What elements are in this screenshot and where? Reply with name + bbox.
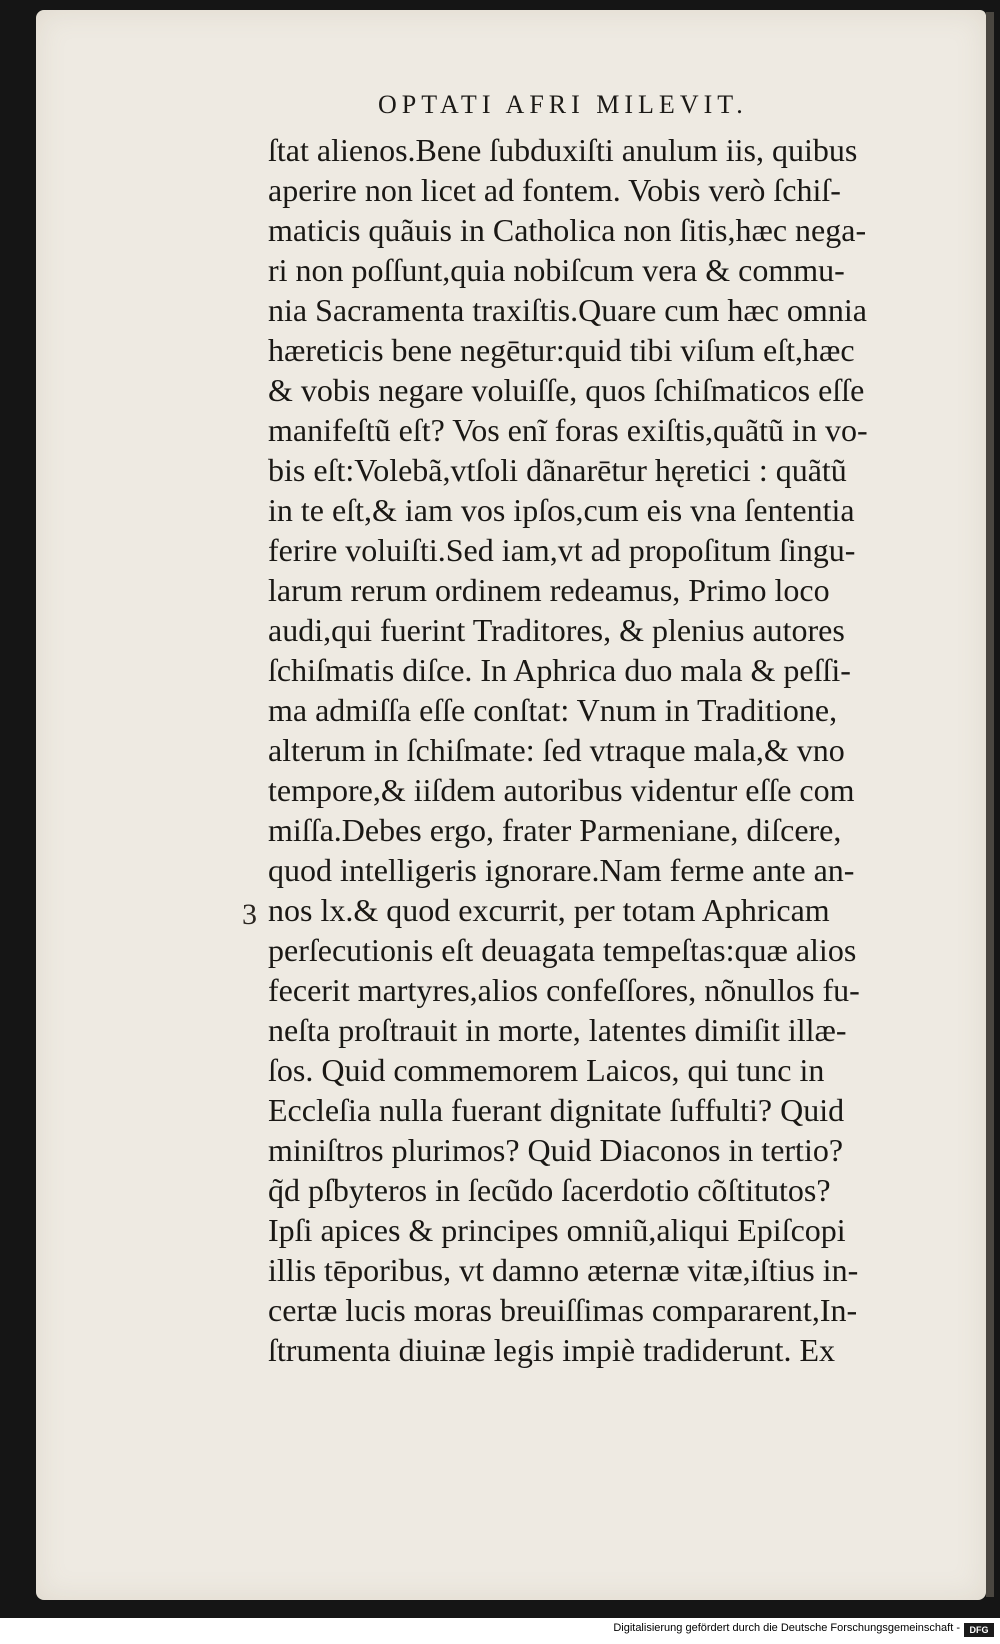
text-line: neſta proſtrauit in morte, latentes dimiſit illæ- [268, 1012, 847, 1048]
text-line: hæreticis bene negētur:quid tibi viſum eſt,hæc [268, 332, 855, 368]
footer-bar [0, 1618, 1000, 1644]
text-line: ſtrumenta diuinæ legis impiè tradiderunt. Ex [268, 1332, 835, 1368]
dfg-logo-icon: DFG [964, 1623, 994, 1637]
margin-note: 3 [242, 898, 257, 931]
text-line: ferire voluiſti.Sed iam,vt ad propoſitum ſingu- [268, 532, 856, 568]
text-line: miniſtros plurimos? Quid Diaconos in tertio? [268, 1132, 844, 1168]
text-line: nia Sacramenta traxiſtis.Quare cum hæc omnia [268, 292, 867, 328]
page-edge [986, 12, 994, 1597]
text-line: illis tēporibus, vt damno æternæ vitæ,iſtius in- [268, 1252, 859, 1288]
text-line: larum rerum ordinem redeamus, Primo loco [268, 572, 830, 608]
running-head: OPTATI AFRI MILEVIT. [378, 90, 748, 119]
text-line: nos lx.& quod excurrit, per totam Aphricam [268, 892, 830, 928]
text-line: alterum in ſchiſmate: ſed vtraque mala,& vno [268, 732, 845, 768]
text-line: ſchiſmatis diſce. In Aphrica duo mala & peſſi- [268, 652, 851, 688]
text-line: miſſa.Debes ergo, frater Parmeniane, diſcere, [268, 812, 842, 848]
text-line: Eccleſia nulla fuerant dignitate ſuffulti? Quid [268, 1092, 845, 1128]
text-line: perſecutionis eſt deuagata tempeſtas:quæ alios [268, 932, 857, 968]
text-line: maticis quãuis in Catholica non ſitis,hæc nega- [268, 212, 867, 248]
text-line: quod intelligeris ignorare.Nam ferme ante an- [268, 852, 855, 888]
text-line: & vobis negare voluiſſe, quos ſchiſmaticos eſſe [268, 372, 865, 408]
text-line: bis eſt:Volebã,vtſoli dãnarētur hęretici : quãtũ [268, 452, 847, 488]
text-line: manifeſtũ eſt? Vos enĩ foras exiſtis,quãtũ in vo- [268, 412, 868, 448]
text-line: tempore,& iiſdem autoribus videntur eſſe com [268, 772, 855, 808]
text-line: Ipſi apices & principes omniũ,aliqui Epiſcopi [268, 1212, 846, 1248]
text-line: audi,qui fuerint Traditores, & plenius autores [268, 612, 845, 648]
body-text [268, 130, 948, 1370]
text-line: aperire non licet ad fontem. Vobis verò ſchiſ- [268, 172, 841, 208]
text-line: certæ lucis moras breuiſſimas compararent,In- [268, 1292, 858, 1328]
text-line: ſtat alienos.Bene ſubduxiſti anulum iis, quibus [268, 132, 858, 168]
text-line: ri non poſſunt,quia nobiſcum vera & commu- [268, 252, 845, 288]
funding-credit: Digitalisierung gefördert durch die Deutsche Forschungsgemeinschaft - [613, 1622, 960, 1634]
text-line: ſos. Quid commemorem Laicos, qui tunc in [268, 1052, 825, 1088]
text-line: q̃d pſbyteros in ſecũdo ſacerdotio cõſtitutos? [268, 1172, 831, 1208]
text-line: in te eſt,& iam vos ipſos,cum eis vna ſententia [268, 492, 855, 528]
text-line: fecerit martyres,alios confeſſores, nõnullos fu- [268, 972, 860, 1008]
text-line: ma admiſſa eſſe conſtat: Vnum in Traditione, [268, 692, 838, 728]
